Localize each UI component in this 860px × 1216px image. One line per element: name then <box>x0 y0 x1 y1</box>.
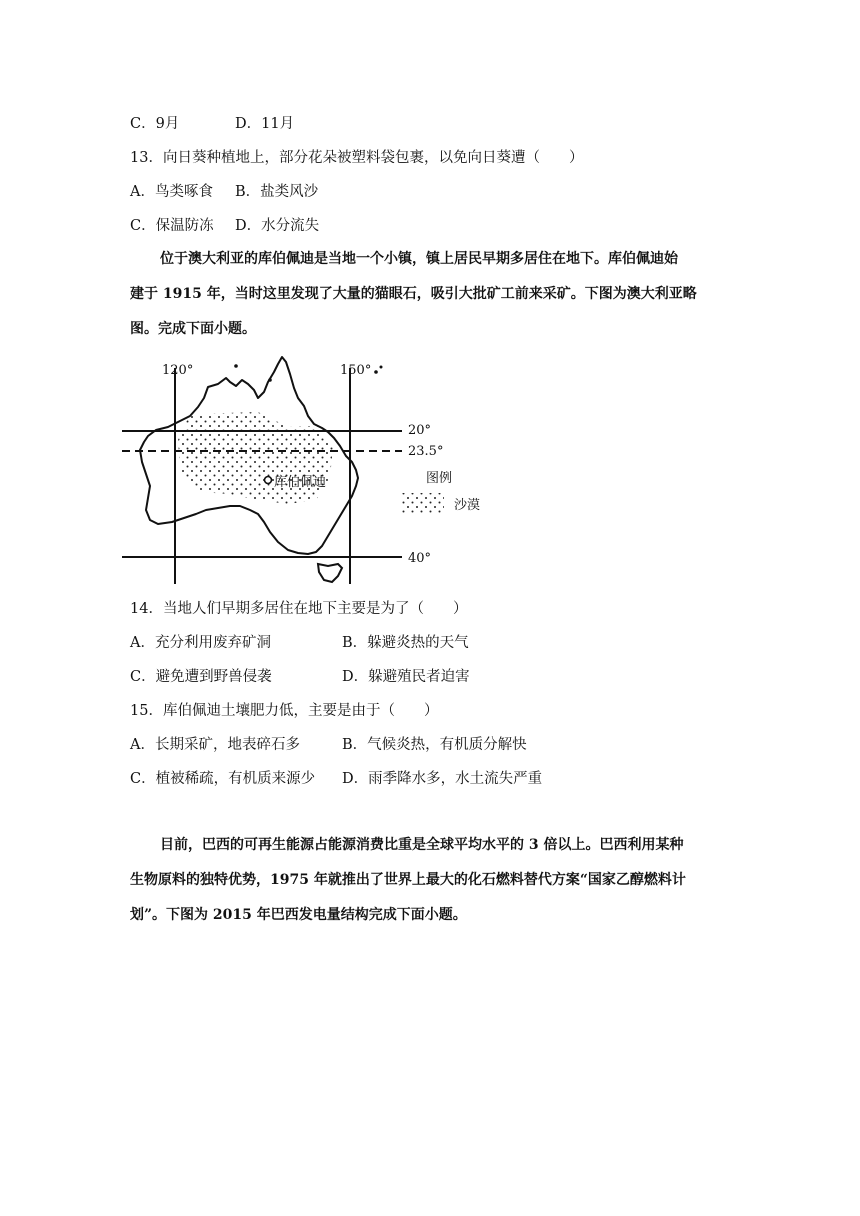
tasmania <box>318 564 342 582</box>
legend-desert-label: 沙漠 <box>454 498 481 513</box>
q13-option-b: B．盐类风沙 <box>235 184 319 200</box>
q14-stem: 14．当地人们早期多居住在地下主要是为了（ ） <box>130 601 468 617</box>
q12-option-c: C．9月 <box>130 116 180 132</box>
australia-map <box>118 352 498 587</box>
q14-option-d: D．躲避殖民者迫害 <box>342 669 470 685</box>
island-marker <box>268 378 272 382</box>
q14-option-a: A．充分利用废弃矿洞 <box>130 635 271 651</box>
island-marker <box>234 364 238 368</box>
island-marker <box>374 370 378 374</box>
q14-option-c: C．避免遭到野兽侵袭 <box>130 669 272 685</box>
q13-option-c: C．保温防冻 <box>130 218 214 234</box>
latitude-20-label: 20° <box>408 423 432 438</box>
legend-title: 图例 <box>426 471 453 486</box>
q15-option-a: A．长期采矿，地表碎石多 <box>130 737 300 753</box>
q14-option-b: B．躲避炎热的天气 <box>342 635 469 651</box>
island-marker <box>380 366 383 369</box>
q13-option-a: A．鸟类啄食 <box>130 184 213 200</box>
passage2-line1: 目前，巴西的可再生能源占能源消费比重是全球平均水平的 3 倍以上。巴西利用某种 <box>160 837 684 853</box>
legend-desert-swatch <box>402 493 444 515</box>
town-marker <box>265 477 272 484</box>
passage2-line3: 划”。下图为 2015 年巴西发电量结构完成下面小题。 <box>130 907 467 923</box>
q15-option-b: B．气候炎热，有机质分解快 <box>342 737 527 753</box>
town-label: 库伯佩迪 <box>274 475 327 490</box>
passage1-line1: 位于澳大利亚的库伯佩迪是当地一个小镇，镇上居民早期多居住在地下。库伯佩迪始 <box>160 251 678 267</box>
q13-option-d: D．水分流失 <box>235 218 320 234</box>
desert-area <box>178 412 333 504</box>
latitude-40-label: 40° <box>408 551 432 566</box>
q15-stem: 15．库伯佩迪土壤肥力低，主要是由于（ ） <box>130 703 439 719</box>
longitude-120-label: 120° <box>162 363 194 378</box>
q13-stem: 13．向日葵种植地上，部分花朵被塑料袋包裹，以免向日葵遭（ ） <box>130 150 584 166</box>
q15-option-d: D．雨季降水多，水土流失严重 <box>342 771 543 787</box>
q15-option-c: C．植被稀疏，有机质来源少 <box>130 771 316 787</box>
longitude-150-label: 150° <box>340 363 372 378</box>
q12-option-d: D．11月 <box>235 116 295 132</box>
passage2-line2: 生物原料的独特优势，1975 年就推出了世界上最大的化石燃料替代方案“国家乙醇燃料计 <box>130 872 686 888</box>
latitude-23-5-label: 23.5° <box>408 444 444 459</box>
passage1-line2: 建于 1915 年，当时这里发现了大量的猫眼石，吸引大批矿工前来采矿。下图为澳大利亚略 <box>130 286 697 302</box>
passage1-line3: 图。完成下面小题。 <box>130 321 256 337</box>
